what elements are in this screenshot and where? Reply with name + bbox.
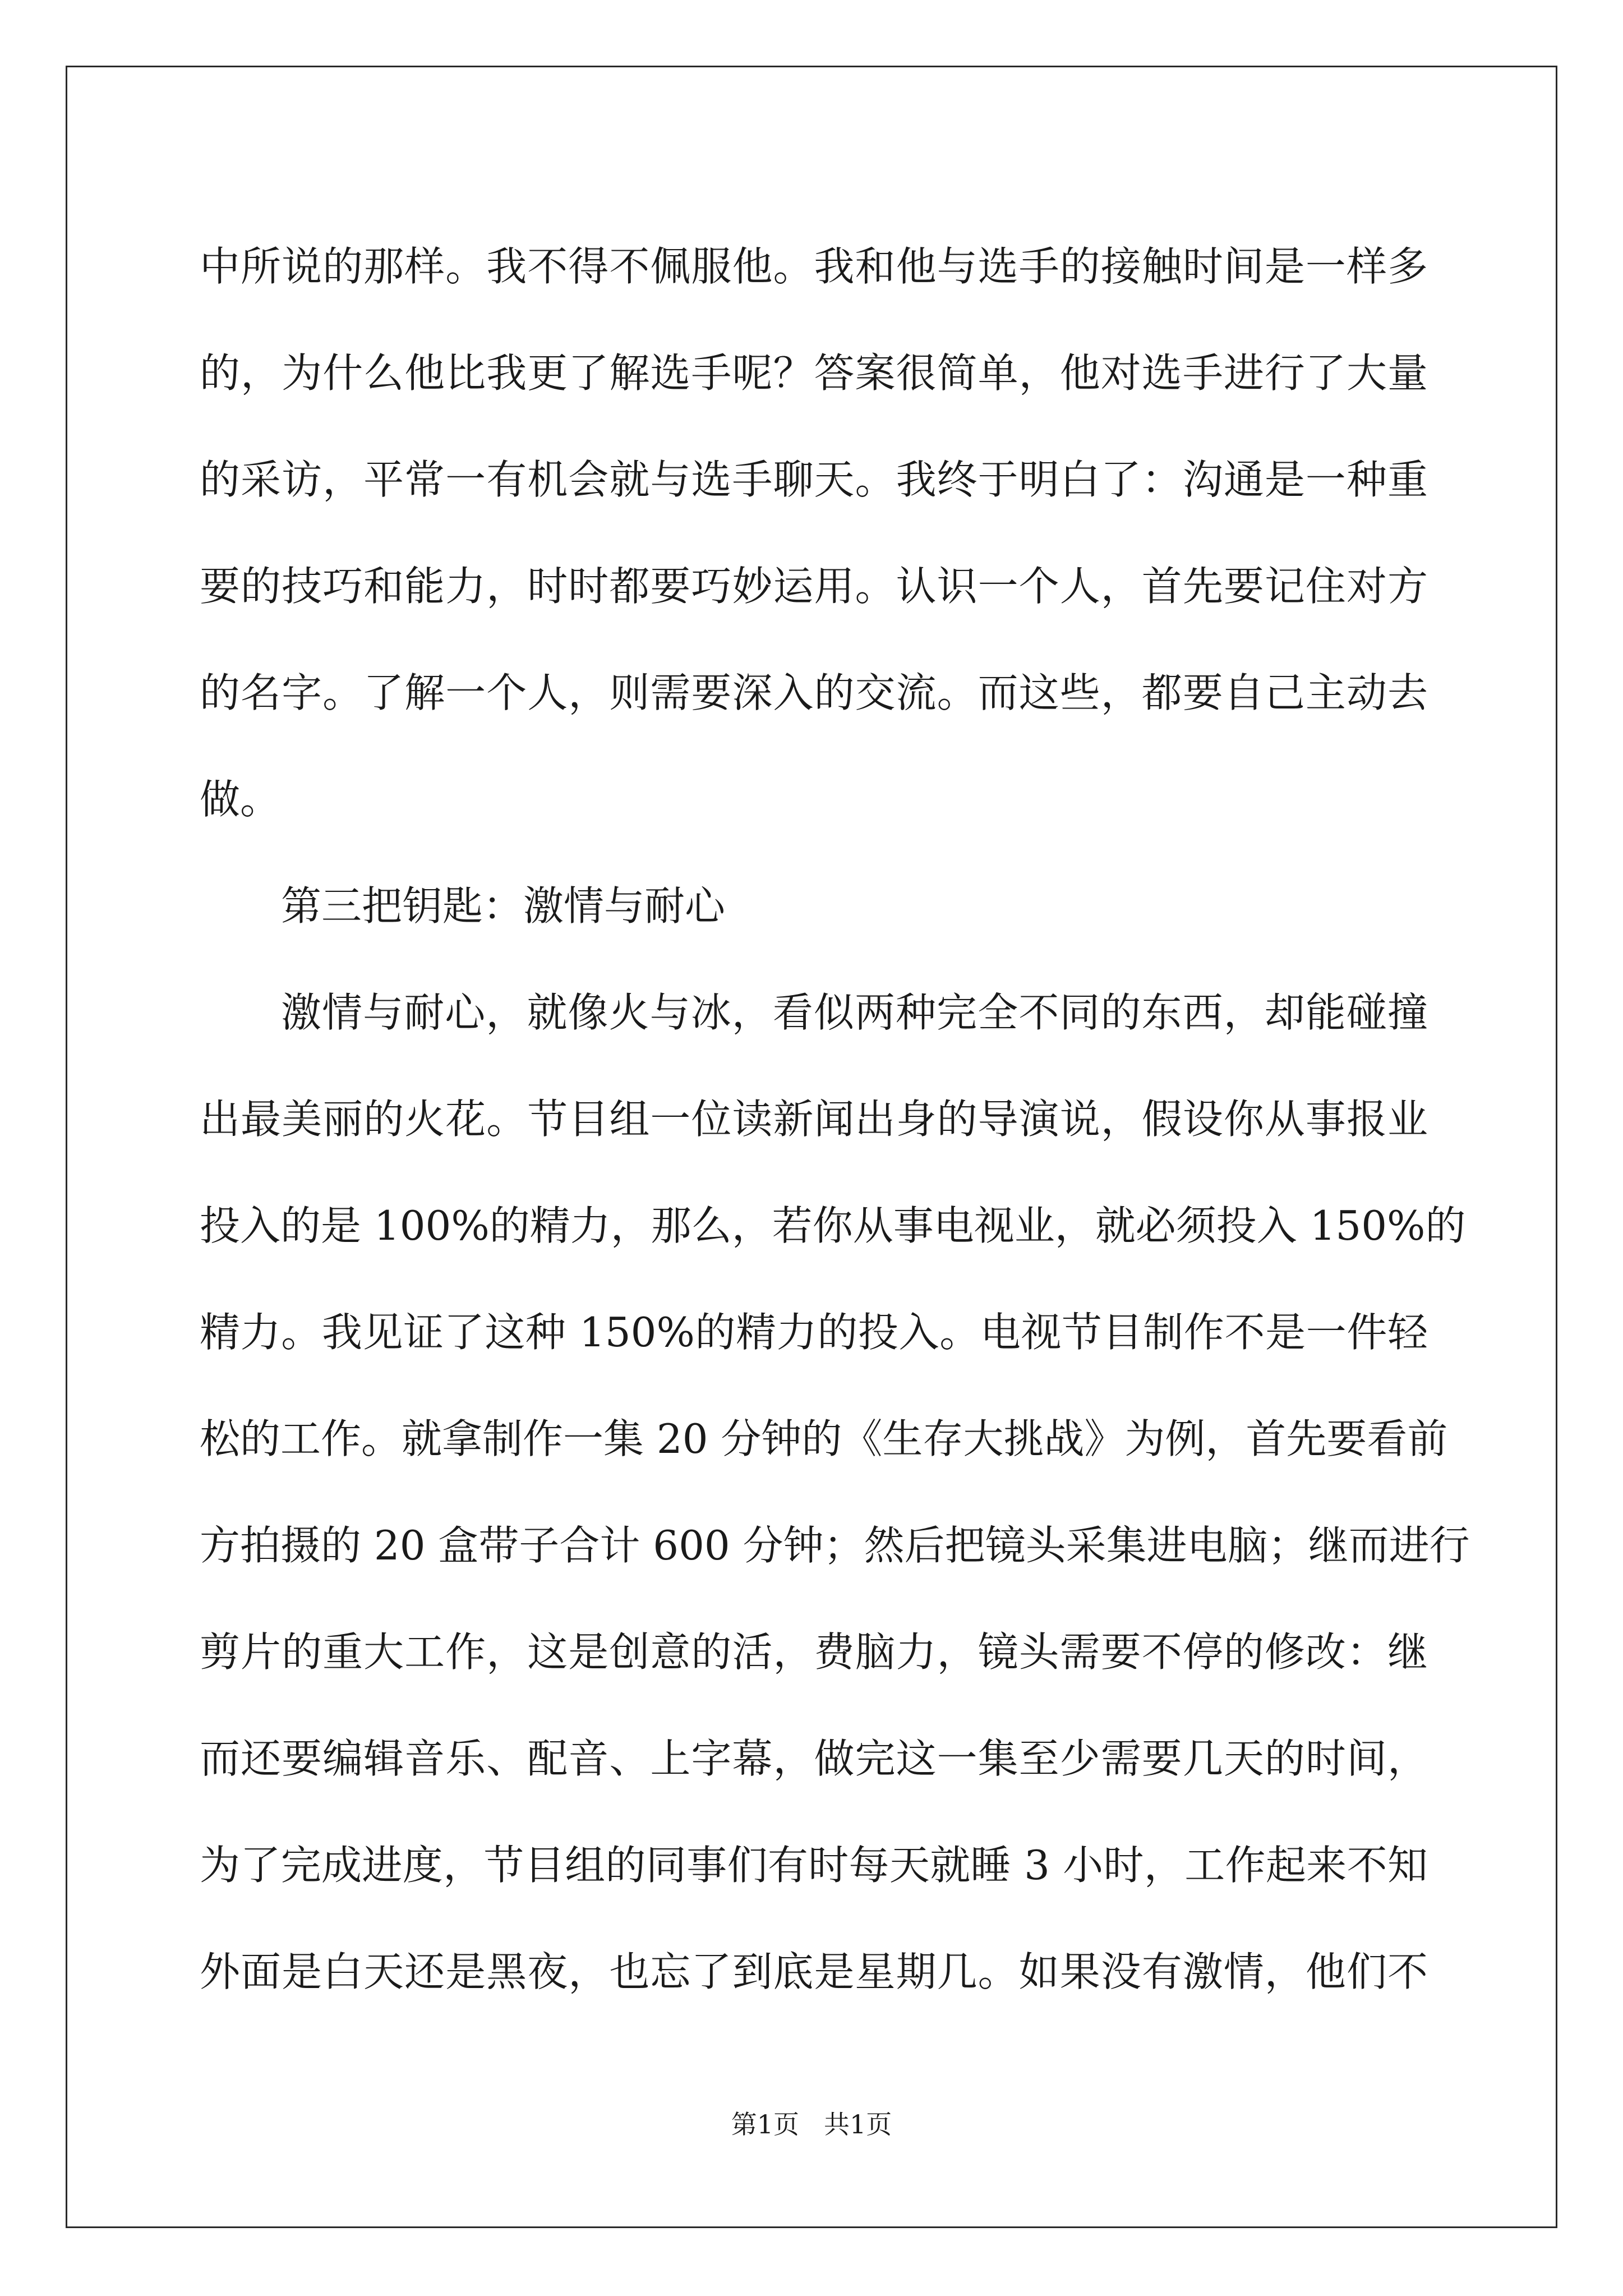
text-line: 投入的是 100%的精力，那么，若你从事电视业，就必须投入 150%的 [200, 1202, 1466, 1249]
text-line: 的采访，平常一有机会就与选手聊天。我终于明白了：沟通是一种重 [200, 456, 1428, 503]
text-line: 精力。我见证了这种 150%的精力的投入。电视节目制作不是一件轻 [200, 1309, 1428, 1356]
text-line: 的名字。了解一个人，则需要深入的交流。而这些，都要自己主动去 [200, 669, 1428, 716]
text-line: 松的工作。就拿制作一集 20 分钟的《生存大挑战》为例，首先要看前 [200, 1415, 1448, 1462]
page-footer [0, 2108, 1623, 2141]
document-body [200, 213, 1470, 2025]
section-heading: 第三把钥匙：激情与耐心 [281, 882, 726, 930]
text-line: 方拍摄的 20 盒带子合计 600 分钟；然后把镜头采集进电脑；继而进行 [200, 1522, 1470, 1569]
text-line: 的，为什么他比我更了解选手呢？答案很简单，他对选手进行了大量 [200, 349, 1428, 397]
text-line: 激情与耐心，就像火与冰，看似两种完全不同的东西，却能碰撞 [281, 989, 1428, 1036]
page-total: 共1页 [823, 2109, 892, 2139]
text-line: 中所说的那样。我不得不佩服他。我和他与选手的接触时间是一样多 [200, 243, 1428, 290]
text-line: 而还要编辑音乐、配音、上字幕，做完这一集至少需要几天的时间， [200, 1735, 1428, 1782]
text-line: 为了完成进度，节目组的同事们有时每天就睡 3 小时，工作起来不知 [200, 1842, 1428, 1889]
page-number: 第1页 [731, 2109, 800, 2139]
text-line: 做。 [200, 776, 281, 823]
text-line: 外面是白天还是黑夜，也忘了到底是星期几。如果没有激情，他们不 [200, 1948, 1428, 1995]
text-line: 剪片的重大工作，这是创意的活，费脑力，镜头需要不停的修改：继 [200, 1628, 1428, 1676]
text-line: 要的技巧和能力，时时都要巧妙运用。认识一个人，首先要记住对方 [200, 563, 1428, 610]
text-line: 出最美丽的火花。节目组一位读新闻出身的导演说，假设你从事报业 [200, 1096, 1428, 1143]
